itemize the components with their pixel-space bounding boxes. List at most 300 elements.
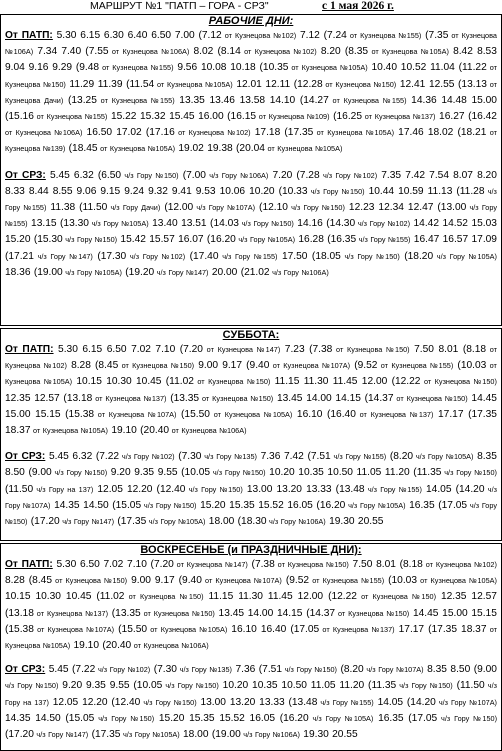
departure-time: 8.01 <box>438 344 459 355</box>
departure-time: 14.45 <box>412 607 439 619</box>
saturday-title: СУББОТА: <box>222 329 280 341</box>
departure-time: 9.53 <box>195 185 216 197</box>
departure-time: 14.16 (14.30 ч/з Гору №102) <box>297 218 411 230</box>
departure-time: (8.18 от Кузнецова №102) <box>5 344 497 371</box>
departure-time: 13.33 <box>306 483 332 495</box>
departure-time: 10.44 <box>368 185 395 197</box>
departure-time: (9.52 от Кузнецова №155) <box>285 575 385 587</box>
departure-time: 7.02 <box>103 559 124 570</box>
via-stop-note: от Кузнецова №139) <box>5 128 497 154</box>
departure-time: 18.02 <box>427 127 454 139</box>
departure-time: (7.30 ч/з Гору №135) <box>153 664 232 676</box>
via-stop-note: от Кузнецова №150) <box>5 63 497 89</box>
departure-time: 9.32 <box>148 185 168 197</box>
departure-time: 9.06 <box>76 185 97 197</box>
departure-time: (17.40 ч/з Гору №155) <box>189 250 278 262</box>
via-stop-note: от Кузнецова №150) <box>124 592 204 602</box>
departure-time: 9.00 <box>198 360 219 372</box>
via-stop-note: от Кузнецова №105А) <box>147 624 228 634</box>
departure-time: 8.02 (8.14 от Кузнецова №102) <box>193 46 317 58</box>
via-stop-note: от Кузнецова №102) <box>5 345 497 371</box>
departure-time: 11.04 (11.22 от Кузнецова №150) <box>5 62 497 89</box>
departure-time: (13.30 ч/з Гору №105А) <box>60 218 149 230</box>
departure-time: 8.20 (8.35 от Кузнецова №105А) <box>320 46 449 58</box>
departure-time: 8.28 (8.45 от Кузнецова №150) <box>5 575 128 587</box>
via-stop-note: от Кузнецова №107А) <box>269 361 351 371</box>
via-stop-note: ч/з Гору №150) <box>140 697 197 707</box>
departure-time: 10.20 <box>249 185 275 197</box>
departure-time: 13.35 <box>179 94 205 106</box>
departure-time: 20.55 <box>332 729 358 741</box>
departure-time: 12.55 (13.13 от Кузнецова Дачи) <box>5 78 497 105</box>
via-stop-note: ч/з Гору №150) <box>210 468 266 478</box>
departure-time: 8.50 (9.00 ч/з Гору №150) <box>5 664 497 691</box>
via-stop-note: ч/з Гору №155) <box>356 235 411 245</box>
departure-time: 10.50 <box>281 680 307 692</box>
departure-time: 7.35 <box>381 169 402 181</box>
departure-time: 8.53 <box>477 46 497 58</box>
departure-time: 16.40 (17.05 от Кузнецова №137) <box>260 623 395 635</box>
departure-time: (11.35 ч/з Гору №150) <box>413 467 497 479</box>
departure-time: (10.03 от Кузнецова №105А) <box>388 575 497 587</box>
saturday-section <box>0 328 502 541</box>
via-stop-note: ч/з Гору №102) <box>119 452 175 462</box>
departure-time: (7.38 от Кузнецова №150) <box>251 559 349 570</box>
departure-time: 9.16 <box>28 62 49 74</box>
weekday-from-patp <box>1 28 501 158</box>
via-stop-note: ч/з Гору №150) <box>238 219 294 229</box>
via-stop-note: ч/з Гору №155) <box>317 697 374 707</box>
via-stop-note: ч/з Гору №105А) <box>413 452 474 462</box>
weekday-section <box>0 14 502 326</box>
departure-time: 11.20 <box>384 467 410 479</box>
via-stop-note: ч/з Гору №150) <box>437 713 497 723</box>
departure-time: 10.18 <box>230 62 256 74</box>
via-stop-note: ч/з Гору №107А) <box>435 697 497 707</box>
via-stop-note: от Кузнецова №150) <box>193 377 271 387</box>
via-stop-note: от Кузнецова №105А) <box>313 128 395 138</box>
departure-time: 7.50 <box>414 344 434 355</box>
departure-time: 12.47 (13.00 ч/з Гору №155) <box>5 202 497 229</box>
departure-time: (18.05 ч/з Гору №150) <box>311 250 400 262</box>
via-stop-note: ч/з Гору №102) <box>126 251 186 261</box>
departure-time: 11.45 <box>332 376 358 388</box>
departure-time: 12.00 <box>297 591 324 603</box>
departure-time: 5.30 <box>56 559 77 570</box>
departure-time: (17.35 ч/з Гору №105А) <box>91 729 180 741</box>
via-stop-note: ч/з Гору №150) <box>396 681 453 691</box>
departure-time: 16.47 <box>413 234 440 246</box>
via-stop-note: от Кузнецова №155) <box>33 112 108 122</box>
departure-time: 13.40 <box>152 218 178 230</box>
via-stop-note: от Кузнецова №150) <box>332 345 410 354</box>
departure-time: 7.42 <box>405 169 426 181</box>
departure-time: 18.00 <box>183 729 209 741</box>
departure-time: (17.20 ч/з Гору №147) <box>30 516 115 528</box>
departure-time: 14.35 <box>54 499 80 511</box>
departure-time: (10.03 от Кузнецова №105А) <box>5 360 497 387</box>
via-stop-note: ч/з Гору на 137) <box>5 681 497 707</box>
via-stop-note: от Кузнецова №105А) <box>288 63 368 73</box>
via-stop-note: от Кузнецова №137) <box>319 624 395 634</box>
via-stop-note: ч/з Гору №105А) <box>433 251 497 261</box>
departure-time: (12.00 ч/з Гору №107А) <box>164 202 256 214</box>
departure-time: 12.20 (12.40 ч/з Гору №150) <box>82 696 197 708</box>
via-stop-note: ч/з Гору №155) <box>5 203 497 229</box>
departure-time: 13.15 <box>31 218 57 230</box>
via-stop-note: ч/з Гору №150) <box>121 170 179 180</box>
departure-time: 5.45 (7.22 ч/з Гору №102) <box>48 664 151 676</box>
sunday-section <box>0 543 502 751</box>
departure-time: (11.35 ч/з Гору №150) <box>368 680 453 692</box>
via-stop-note: ч/з Гору №102) <box>355 219 411 229</box>
departure-time: (14.20 ч/з Гору №107А) <box>406 696 497 708</box>
departure-time: 16.10 (16.40 от Кузнецова №137) <box>296 408 434 420</box>
departure-time: 8.35 <box>427 664 447 676</box>
departure-time: 15.45 <box>169 111 195 123</box>
departure-time: (8.20 ч/з Гору №105А) <box>389 451 474 463</box>
departure-time: 19.10 <box>111 425 137 437</box>
via-stop-note: от Кузнецова №150) <box>199 393 274 403</box>
departure-time: 7.10 (7.20 от Кузнецова №147) <box>127 559 248 570</box>
departure-time: 7.54 <box>429 169 449 181</box>
departure-time: (15.16 от Кузнецова №155) <box>5 111 108 123</box>
via-stop-note: ч/з Гору №102) <box>319 170 378 180</box>
via-stop-note: ч/з Гору №102) <box>95 665 151 675</box>
departure-time: 15.52 <box>219 712 245 724</box>
via-stop-note: от Кузнецова №150) <box>118 361 195 371</box>
departure-time: 12.01 <box>236 78 262 90</box>
via-stop-note: от Кузнецова №106А) <box>131 641 209 651</box>
via-stop-note: от Кузнецова №105А) <box>154 79 233 89</box>
departure-time: (11.50 ч/з Гору на 137) <box>5 483 94 495</box>
departure-time: 13.46 <box>209 94 235 106</box>
departure-time: 6.50 <box>79 559 100 570</box>
departure-time: 9.29 (9.48 от Кузнецова №155) <box>52 62 174 74</box>
via-stop-note: от Кузнецова №150) <box>335 608 410 618</box>
via-stop-note: от Кузнецова №109) <box>256 112 330 122</box>
departure-time: (13.35 от Кузнецова №150) <box>111 607 215 619</box>
departure-time: 11.05 <box>310 680 336 692</box>
departure-time: 7.20 (7.28 ч/з Гору №102) <box>272 169 378 181</box>
via-stop-note: от Кузнецова №105А) <box>368 47 449 57</box>
departure-time: 8.28 (8.45 от Кузнецова №150) <box>71 360 195 372</box>
departure-time: 10.15 <box>5 591 31 603</box>
departure-time: 7.36 <box>235 664 256 676</box>
via-stop-note: от Кузнецова №105А) <box>5 361 497 387</box>
via-stop-note: от Кузнецова №155) <box>99 63 174 73</box>
departure-time: 14.15 <box>335 392 361 404</box>
departure-time: 14.36 <box>411 94 437 106</box>
departure-time: 17.09 (17.21 ч/з Гору №147) <box>5 234 497 262</box>
via-stop-note: ч/з Гору №105А) <box>88 219 149 229</box>
departure-time: (17.20 ч/з Гору №147) <box>5 729 89 741</box>
departure-time: (12.22 от Кузнецова №150) <box>391 376 497 388</box>
departure-time: 13.58 <box>239 94 266 106</box>
departure-time: 15.00 <box>442 607 468 619</box>
departure-time: 15.20 <box>200 499 226 511</box>
via-stop-note: от Кузнецова №147) <box>202 345 281 354</box>
departure-time: 7.10 (7.20 от Кузнецова №147) <box>155 344 281 355</box>
departure-time: 13.45 <box>218 607 245 619</box>
departure-time: 14.45 <box>471 392 497 404</box>
departure-time: 14.10 (14.27 от Кузнецова №155) <box>269 94 407 106</box>
via-stop-note: от Кузнецова №106А) <box>5 31 497 57</box>
via-stop-note: ч/з Гору №107А) <box>363 665 424 675</box>
departure-time: 15.32 <box>140 111 166 123</box>
departure-time: 10.35 <box>252 680 278 692</box>
departure-time: 19.30 <box>329 516 355 528</box>
departure-time: 17.17 (17.35 18.37 от Кузнецова №105А) <box>5 623 497 651</box>
departure-time: 17.17 (17.35 18.37 от Кузнецова №105А) <box>5 408 497 437</box>
schedule-header <box>0 0 502 13</box>
departure-time: 15.42 <box>120 234 146 246</box>
departure-time: (16.35 ч/з Гору №155) <box>327 234 411 246</box>
via-stop-note: от Кузнецова №150) <box>356 592 437 602</box>
departure-time: 8.07 <box>453 169 473 181</box>
departure-time: (7.51 ч/з Гору №155) <box>307 451 387 463</box>
weekday-from-srz <box>1 168 501 281</box>
departure-time: 11.13 (11.28 ч/з Гору №155) <box>5 185 497 213</box>
departure-time: (8.20 ч/з Гору №107А) <box>340 664 424 676</box>
departure-time: 14.00 <box>247 607 274 619</box>
departure-time: 11.45 <box>267 591 293 603</box>
departure-time: 9.04 <box>5 62 25 74</box>
departure-time: 10.45 (11.02 от Кузнецова №150) <box>135 376 271 388</box>
via-stop-note: ч/з Гору №150) <box>185 484 243 494</box>
departure-time: 9.35 <box>134 467 155 479</box>
departure-time: 7.40 (7.55 от Кузнецова №106А) <box>61 46 190 58</box>
departure-time: 8.33 <box>5 185 25 197</box>
departure-time: 8.42 <box>453 46 473 58</box>
route-label: От СРЗ: <box>5 169 46 181</box>
via-stop-note: от Кузнецова №137) <box>355 409 434 419</box>
departure-time: (15.50 от Кузнецова №105А) <box>118 623 228 635</box>
departure-time: 15.35 <box>189 712 215 724</box>
departure-time: 11.39 <box>97 78 123 90</box>
via-stop-note: ч/з Гору №150) <box>5 681 59 691</box>
departure-time: 5.30 <box>56 30 77 41</box>
route-label: От ПАТП: <box>5 559 53 570</box>
departure-time: (7.30 ч/з Гору №135) <box>178 451 257 463</box>
departure-time: 12.41 <box>399 78 426 90</box>
departure-time: 15.20 (15.30 ч/з Гору №150) <box>5 234 118 246</box>
via-stop-note: от Кузнецова №107А) <box>94 409 177 419</box>
via-stop-note: от Кузнецова №106А) <box>108 47 190 57</box>
departure-time: (12.10 ч/з Гору №150) <box>259 202 345 214</box>
departure-time: 19.38 (20.04 от Кузнецова №105А) <box>207 143 343 155</box>
departure-time: (18.30 ч/з Гору №106А) <box>237 516 326 528</box>
departure-time: (9.52 от Кузнецова №155) <box>354 360 454 372</box>
departure-time: 11.05 <box>356 467 382 479</box>
departure-time: 7.12 (7.24 от Кузнецова №155) <box>300 30 422 41</box>
departure-time: 10.50 <box>327 467 353 479</box>
via-stop-note: ч/з Гору №150) <box>441 468 497 478</box>
departure-time: 9.41 <box>171 185 192 197</box>
saturday-from-patp <box>1 342 501 439</box>
departure-time: 6.15 <box>82 344 103 355</box>
departure-time: 16.10 <box>231 623 257 635</box>
departure-time: 14.00 <box>306 392 332 404</box>
departure-time: 14.48 <box>441 94 467 106</box>
route-label: От ПАТП: <box>5 30 53 41</box>
via-stop-note: от Кузнецова №155) <box>328 95 407 105</box>
departure-time: 12.35 <box>5 392 31 404</box>
departure-time: 17.46 <box>398 127 424 139</box>
departure-time: 12.05 <box>97 483 123 495</box>
departure-time: 6.32 <box>73 169 94 181</box>
departure-time: 7.02 <box>131 344 151 355</box>
departure-time: 8.35 <box>477 451 497 463</box>
departure-time: 9.56 <box>177 62 198 74</box>
via-stop-note: от Кузнецова №150) <box>274 560 349 569</box>
via-stop-note: ч/з Гору №150) <box>51 468 108 478</box>
via-stop-note: ч/з Гору №150) <box>94 713 155 723</box>
via-stop-note: ч/з Гору №155) <box>218 251 278 261</box>
departure-time: 18.36 (19.00 ч/з Гору №105А) <box>5 266 122 278</box>
departure-time: 13.00 <box>246 483 273 495</box>
departure-time: 10.20 <box>269 467 295 479</box>
via-stop-note: ч/з Гору №105А) <box>235 235 296 245</box>
via-stop-note: ч/з Гору №147) <box>33 251 93 261</box>
via-stop-note: ч/з Гору №107А) <box>193 203 256 213</box>
departure-time: 9.17 (9.40 от Кузнецова №107А) <box>154 575 282 587</box>
via-stop-note: от Кузнецова №155) <box>346 31 422 40</box>
departure-time: 9.20 <box>62 680 83 692</box>
departure-time: 12.05 <box>52 696 79 708</box>
departure-time: 15.57 <box>149 234 175 246</box>
via-stop-note: от Кузнецова №137) <box>362 112 436 122</box>
departure-time: 16.35 (17.05 ч/з Гору №150) <box>5 499 497 527</box>
via-stop-note: от Кузнецова №105А) <box>209 409 293 419</box>
departure-time: 13.20 <box>229 696 256 708</box>
departure-time: 12.11 (12.28 от Кузнецова №150) <box>265 78 397 90</box>
via-stop-note: ч/з Гору №105А) <box>120 730 180 740</box>
departure-time: (7.35 от Кузнецова №106А) <box>5 30 497 57</box>
departure-time: (17.35 ч/з Гору №105А) <box>117 516 206 528</box>
via-stop-note: от Кузнецова №107А) <box>33 624 115 634</box>
departure-time: 13.51 (14.03 ч/з Гору №150) <box>181 218 294 230</box>
via-stop-note: от Кузнецова №155) <box>377 361 454 371</box>
via-stop-note: ч/з Гору №150) <box>340 251 400 261</box>
departure-time: 14.05 <box>426 483 452 495</box>
via-stop-note: от Кузнецова №150) <box>420 377 497 387</box>
via-stop-note: от Кузнецова №137) <box>33 608 109 618</box>
sunday-title: ВОСКРЕСЕНЬЕ (и ПРАЗДНИЧНЫЕ ДНИ): <box>140 544 362 556</box>
departure-time: (8.18 от Кузнецова №102) <box>399 559 497 570</box>
departure-time: (15.50 от Кузнецова №105А) <box>181 408 293 420</box>
departure-time: 16.50 <box>86 127 113 139</box>
departure-time: 15.15 (15.38 от Кузнецова №107А) <box>35 408 177 420</box>
departure-time: 10.06 <box>219 185 246 197</box>
effective-date: с 1 мая 2026 г. <box>322 0 394 12</box>
departure-time: 11.15 <box>274 376 300 388</box>
departure-time: (16.25 от Кузнецова №137) <box>333 111 436 123</box>
departure-time: 7.42 <box>284 451 304 463</box>
via-stop-note: ч/з Гору №150) <box>141 500 197 510</box>
departure-time: 10.08 <box>200 62 227 74</box>
departure-time: 13.33 <box>259 696 285 708</box>
departure-time: 10.45 (11.02 от Кузнецова №150) <box>65 591 204 603</box>
departure-time: 8.01 <box>376 559 396 570</box>
via-stop-note: от Кузнецова №105А) <box>264 144 343 154</box>
departure-time: 6.32 (7.22 ч/з Гору №102) <box>72 451 175 463</box>
departure-time: 12.34 <box>378 202 404 214</box>
departure-time: 18.00 <box>208 516 235 528</box>
departure-time: 20.55 <box>357 516 384 528</box>
departure-time: 14.52 <box>442 218 468 230</box>
departure-time: (10.33 ч/з Гору №150) <box>278 185 365 197</box>
departure-time: 8.55 <box>52 185 73 197</box>
via-stop-note: от Кузнецова №102) <box>221 31 297 40</box>
via-stop-note: от Кузнецова №150) <box>140 608 215 618</box>
departure-time: (10.35 от Кузнецова №105А) <box>259 62 368 74</box>
departure-time: 10.30 <box>106 376 132 388</box>
departure-time: (20.40 от Кузнецова №106А) <box>140 425 247 437</box>
departure-time: 15.15 (15.38 от Кузнецова №107А) <box>5 607 497 635</box>
via-stop-note: ч/з Гору №107А) <box>5 484 497 510</box>
departure-time: 10.30 <box>35 591 61 603</box>
via-stop-note: от Кузнецова №105А) <box>417 576 497 586</box>
departure-time: (17.30 ч/з Гору №102) <box>97 250 186 262</box>
via-stop-note: ч/з Гору №150) <box>282 665 337 675</box>
departure-time: 6.15 <box>80 30 101 41</box>
via-stop-note: от Кузнецова №105А) <box>97 144 176 154</box>
departure-time: 17.50 <box>281 250 308 262</box>
departure-time: (6.50 ч/з Гору №150) <box>97 169 179 181</box>
departure-time: 11.20 <box>339 680 365 692</box>
departure-time: (19.20 ч/з Гору №147) <box>125 266 209 278</box>
departure-time: 9.00 <box>131 575 151 587</box>
departure-time: 20.00 <box>211 266 238 278</box>
departure-time: 6.30 <box>103 30 124 41</box>
departure-time: 8.50 (9.00 ч/з Гору №150) <box>5 467 108 479</box>
departure-time: 10.20 <box>222 680 249 692</box>
departure-time: 6.40 <box>127 30 148 41</box>
departure-time: 5.45 <box>48 451 69 463</box>
departure-time: 16.05 (16.20 ч/з Гору №105А) <box>249 712 374 724</box>
via-stop-note: ч/з Гору №105А) <box>62 267 122 277</box>
departure-time: 6.50 <box>106 344 127 355</box>
via-stop-note: от Кузнецова №147) <box>173 560 248 569</box>
departure-time: 16.00 (16.15 от Кузнецова №109) <box>198 111 330 123</box>
saturday-from-srz <box>1 449 501 530</box>
via-stop-note: от Кузнецова №102) <box>240 47 317 57</box>
via-stop-note: ч/з Гору №106А) <box>205 170 269 180</box>
departure-time: 9.35 <box>86 680 106 692</box>
via-stop-note: ч/з Гору №150) <box>162 681 219 691</box>
via-stop-note: ч/з Гору №105А) <box>345 500 406 510</box>
departure-time: 13.20 <box>276 483 302 495</box>
departure-time: 10.59 <box>398 185 424 197</box>
via-stop-note: ч/з Гору №135) <box>201 452 257 462</box>
departure-time: (11.54 от Кузнецова №105А) <box>126 78 233 90</box>
departure-time: 12.57 (13.18 от Кузнецова №137) <box>5 591 497 619</box>
departure-time: 12.57 (13.18 от Кузнецова №137) <box>34 392 167 404</box>
departure-time: 15.00 <box>471 94 497 106</box>
departure-time: 16.35 (17.05 ч/з Гору №150) <box>378 712 497 724</box>
departure-time: 7.23 (7.38 от Кузнецова №150) <box>284 344 410 355</box>
sunday-from-patp <box>1 557 501 654</box>
sunday-from-srz <box>1 662 501 743</box>
departure-time: 12.35 <box>440 591 467 603</box>
departure-time: 11.15 <box>208 591 234 603</box>
via-stop-note: от Кузнецова №150) <box>322 79 397 89</box>
departure-time: 11.30 <box>303 376 329 388</box>
departure-time: 15.35 <box>229 499 255 511</box>
via-stop-note: от Кузнецова №102) <box>174 128 251 138</box>
departure-time: 15.20 <box>158 712 185 724</box>
